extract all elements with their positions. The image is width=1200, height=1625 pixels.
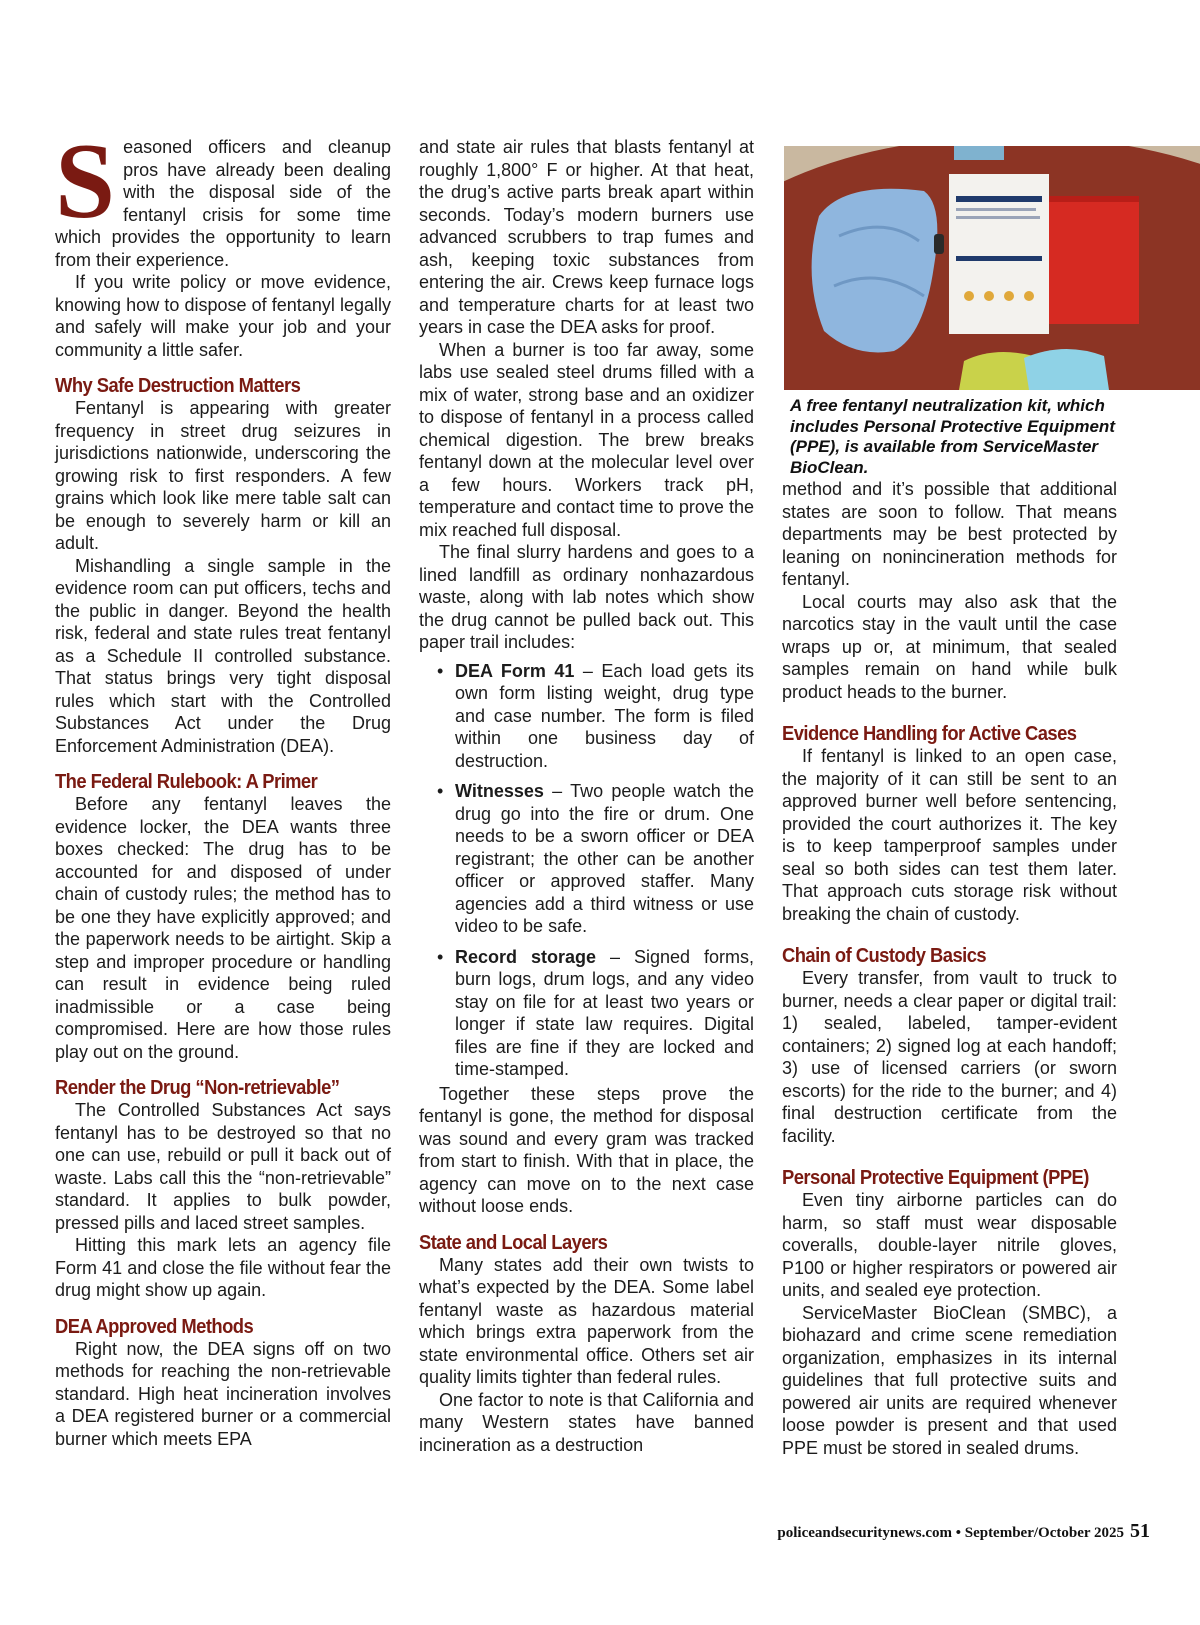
list-item	[455, 780, 754, 938]
body-paragraph: and state air rules that blasts fentanyl at roughly 1,800° F or higher. At that heat, the drug’s active parts break apart within seconds. Today’s modern burners use advanced scrubbers to trap fumes and ash, keeping toxic substances from entering the air. Crews keep furnace logs and temperature charts for at least two years in case the DEA asks for proof.	[419, 137, 754, 337]
heading-dea-approved-methods: DEA Approved Methods	[55, 1315, 254, 1338]
body-paragraph: Every transfer, from vault to truck to burner, needs a clear paper or digital trail: 1) sealed, labeled, tamper-evident containers; 2) signed log at each handoff; 3) use of licensed carriers (or sworn escorts) for the ride to the burner; and 4) final destruction certificate from the facility.	[782, 968, 1117, 1146]
body-paragraph: method and it’s possible that additional states are soon to follow. That means departments may be best protected by leaning on nonincineration methods for fentanyl.	[782, 479, 1117, 589]
heading-federal-rulebook: The Federal Rulebook: A Primer	[55, 771, 318, 793]
heading-chain-of-custody: Chain of Custody Basics	[782, 945, 987, 967]
page-footer	[730, 1520, 1150, 1543]
body-paragraph: If fentanyl is linked to an open case, the majority of it can still be sent to an approved burner well before sentencing, provided the court authorizes it. The key is to keep tamperproof samples under seal so both sides can test them later. That approach cuts storage risk without breaking the chain of custody.	[782, 746, 1117, 924]
intro-paragraph-1: easoned officers and cleanup pros have already been dealing with the disposal side of the fentanyl crisis for some time which provides the opportunity to learn from their experience.	[55, 137, 391, 270]
photo-caption: A free fentanyl neutralization kit, which includes Personal Protective Equipment (PPE), is available from ServiceMaster BioClean.	[790, 396, 1115, 477]
list-item-term: Record storage	[455, 946, 597, 967]
body-paragraph: Right now, the DEA signs off on two methods for reaching the non-retrievable standard. High heat incineration involves a DEA registered burner or a commercial burner which meets EPA	[55, 1338, 391, 1449]
column-2	[419, 136, 754, 1456]
body-paragraph: Hitting this mark lets an agency file Form 41 and close the file without fear the drug might show up again.	[55, 1235, 391, 1300]
page-number: 51	[1130, 1520, 1150, 1542]
body-paragraph: One factor to note is that California and many Western states have banned incineration as a destruction	[419, 1389, 754, 1455]
paper-trail-list	[419, 660, 754, 1081]
drop-cap: S	[55, 122, 116, 241]
body-paragraph: Mishandling a single sample in the evidence room can put officers, techs and the public in danger. Beyond the health risk, federal and state rules treat fentanyl as a Schedule II controlled substance. That status brings very tight disposal rules which start with the Controlled Substances Act under the Drug Enforcement Administration (DEA).	[55, 555, 391, 756]
list-item-term: Witnesses	[455, 781, 544, 801]
list-item-term: DEA Form 41	[455, 660, 575, 681]
red-bag	[1049, 196, 1139, 324]
body-paragraph: Fentanyl is appearing with greater frequency in street drug seizures in jurisdictions nationwide, underscoring the growing risk to first responders. A few grains which look like mere table salt can be enough to severely harm or kill an adult.	[55, 398, 391, 553]
kit-photo-illustration	[784, 146, 1200, 390]
heading-evidence-handling: Evidence Handling for Active Cases	[782, 723, 1077, 745]
body-paragraph: Many states add their own twists to what’s expected by the DEA. Some label fentanyl waste as hazardous material which brings extra paperwork from the state environmental office. Others set air quality limits tighter than federal rules.	[419, 1254, 754, 1387]
kit-photo	[784, 146, 1200, 390]
list-item	[455, 946, 754, 1081]
heading-render-non-retrievable: Render the Drug “Non-retrievable”	[55, 1077, 340, 1099]
body-paragraph: The final slurry hardens and goes to a lined landfill as ordinary nonhazardous waste, along with lab notes which show the drug cannot be pulled back out. This paper trail includes:	[419, 542, 754, 652]
heading-why-safe-destruction: Why Safe Destruction Matters	[55, 375, 301, 397]
body-paragraph: ServiceMaster BioClean (SMBC), a biohazard and crime scene remediation organization, emphasizes in its internal guidelines that full protective suits and powered air units are required whenever loose powder is present and that used PPE must be stored in sealed drums.	[782, 1302, 1117, 1458]
body-paragraph: When a burner is too far away, some labs use sealed steel drums filled with a mix of water, strong base and an oxidizer to dispose of fentanyl in a process called chemical digestion. The brew breaks fentanyl down at the molecular level over a few hours. Workers track pH, temperature and contact time to prove the mix reached full disposal.	[419, 339, 754, 540]
body-paragraph: Together these steps prove the fentanyl is gone, the method for disposal was sound and every gram was tracked from start to finish. With that in place, the agency can move on to the next case without loose ends.	[419, 1083, 754, 1216]
column-1	[55, 122, 391, 1450]
body-paragraph: The Controlled Substances Act says fentanyl has to be destroyed so that no one can use, rebuild or pull it back out of waste. Labs call this the “non-retrievable” standard. It applies to bulk powder, pressed pills and laced street samples.	[55, 1100, 391, 1233]
heading-state-local-layers: State and Local Layers	[419, 1231, 608, 1254]
column-3	[782, 478, 1117, 1459]
body-paragraph: Even tiny airborne particles can do harm, so staff must wear disposable coveralls, double-layer nitrile gloves, P100 or higher respirators or powered air units, and sealed eye protection.	[782, 1190, 1117, 1300]
heading-ppe: Personal Protective Equipment (PPE)	[782, 1167, 1089, 1189]
list-item-text: – Each load gets its own form listing weight, drug type and case number. The form is filed within one business day of destruction.	[455, 660, 754, 771]
list-item-text: – Two people watch the drug go into the fire or drum. One needs to be a sworn officer or DEA registrant; the other can be another officer or approved staffer. Many agencies add a third witness or use video to be safe.	[455, 781, 754, 936]
intro-paragraph-2: If you write policy or move evidence, knowing how to dispose of fentanyl legally and safely will make your job and your community a little safer.	[55, 272, 391, 360]
body-paragraph: Local courts may also ask that the narcotics stay in the vault until the case wraps up or, at minimum, that sealed samples remain on hand while bulk product heads to the burner.	[782, 591, 1117, 702]
body-paragraph: Before any fentanyl leaves the evidence locker, the DEA wants three boxes checked: The drug has to be accounted for and disposed of under chain of custody rules; the method has to be one they have explicitly approved; and the paperwork needs to be airtight. Skip a step and improper procedure or handling can result in evidence being ruled inadmissible or a case being compromised. Here are how those rules play out on the ground.	[55, 794, 391, 1062]
list-item	[455, 660, 754, 773]
list-item-text: – Signed forms, burn logs, drum logs, and any video stay on file for at least two years or longer if state law requires. Digital files are fine if they are locked and time-stamped.	[455, 946, 754, 1079]
footer-site-date: policeandsecuritynews.com • September/October 2025	[777, 1525, 1124, 1541]
